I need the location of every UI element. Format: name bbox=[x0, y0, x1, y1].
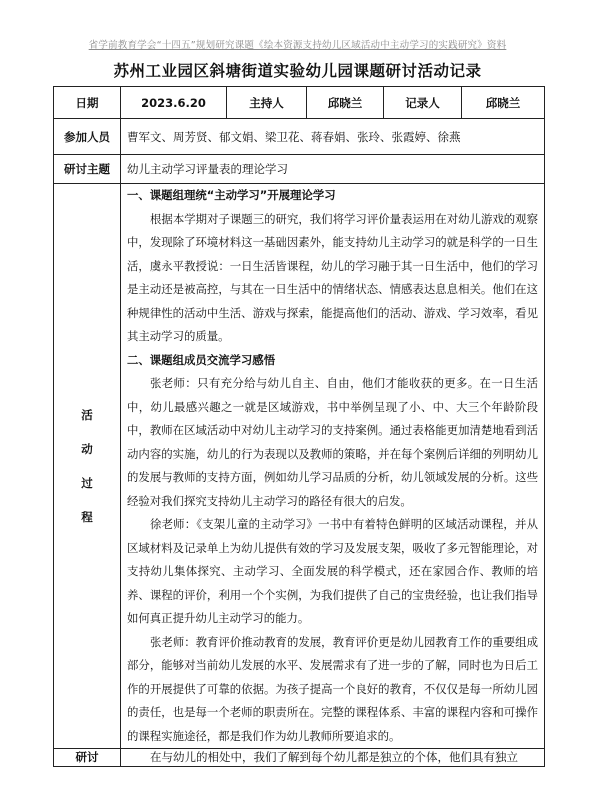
host-label: 主持人 bbox=[227, 87, 307, 119]
process-label bbox=[54, 184, 121, 749]
paragraph: 张老师：只有充分给与幼儿自主、自由，他们才能收获的更多。在一日生活中，幼儿最感兴趣之一就是区域游戏，书中举例呈现了小、中、大三个年龄阶段中，教师在区域活动中对幼儿主动学习的支持案例。通过表格能更加清楚地看到活动内容的实施，幼儿的行为表现以及教师的策略，并在每个案例后详细的列明幼儿的发展与教师的支持方面，例如幼儿学习品质的分析，幼儿领域发展的分析。这些经验对我们探究支持幼儿主动学习的路径有很大的启发。 bbox=[127, 376, 538, 508]
discussion-row bbox=[54, 749, 545, 767]
participants-value: 曹军文、周芳贤、郁文娟、梁卫花、蒋春娟、张玲、张霞婷、徐燕 bbox=[121, 119, 545, 155]
recorder-label: 记录人 bbox=[384, 87, 462, 119]
header-row bbox=[54, 87, 545, 119]
record-table bbox=[53, 86, 545, 767]
topic-label: 研讨主题 bbox=[54, 155, 121, 184]
process-label-text bbox=[54, 398, 120, 534]
section-title: 一、课题组理统“主动学习”开展理论学习 bbox=[127, 188, 336, 202]
participants-label: 参加人员 bbox=[54, 119, 121, 155]
date-value: 2023.6.20 bbox=[121, 87, 227, 119]
header-note: 省学前教育学会“十四五”规划研究课题《绘本资源支持幼儿区域活动中主动学习的实践研究》资料 bbox=[88, 40, 507, 51]
process-label-char: 过 bbox=[81, 476, 93, 490]
page-title: 苏州工业园区斜塘街道实验幼儿园课题研讨活动记录 bbox=[113, 62, 482, 80]
process-label-char: 动 bbox=[81, 442, 93, 456]
topic-value: 幼儿主动学习评量表的理论学习 bbox=[121, 155, 545, 184]
host-value: 邱晓兰 bbox=[307, 87, 384, 119]
participants-row bbox=[54, 119, 545, 155]
paragraph: 徐老师：《支架儿童的主动学习》一书中有着特色鲜明的区域活动课程，并从区域材料及记录单上为幼儿提供有效的学习及发展支架，吸收了多元智能理论，对支持幼儿集体探究、主动学习、全面发展的科学模式，还在家园合作、教师的培养、课程的评价，利用一个个实例，为我们提供了自己的宝贵经验，也让我们指导如何真正提升幼儿主动学习的能力。 bbox=[127, 517, 538, 625]
paragraph: 张老师：教育评价推动教育的发展，教育评价更是幼儿园教育工作的重要组成部分，能够对当前幼儿发展的水平、发展需求有了进一步的了解，同时也为日后工作的开展提供了可靠的依据。为孩子提高一个良好的教育，不仅仅是每一所幼儿园的责任，也是每一个老师的职责所在。完整的课程体系、丰富的课程内容和可操作的课程实施途径，都是我们作为幼儿教师所要追求的。 bbox=[127, 634, 538, 743]
topic-row bbox=[54, 155, 545, 184]
process-label-char: 活 bbox=[81, 408, 93, 422]
discussion-content: 在与幼儿的相处中，我们了解到每个幼儿都是独立的个体，他们具有独立 bbox=[121, 749, 545, 767]
paragraph: 根据本学期对子课题三的研究，我们将学习评价量表运用在对幼儿游戏的观察中，发现除了环境材料这一基础因素外，能支持幼儿主动学习的就是科学的一日生活，虞永平教授说：一日生活皆课程，幼儿的学习融于其一日生活中，他们的学习是主动还是被高控，与其在一日生活中的情绪状态、情感表达息息相关。他们在这种规律性的活动中生活、游戏与探索，能提高他们的活动、游戏、学习效率，看见其主动学习的质量。 bbox=[127, 211, 538, 343]
process-label-char: 程 bbox=[81, 510, 93, 524]
discussion-label: 研讨 bbox=[54, 749, 121, 767]
date-label: 日期 bbox=[54, 87, 121, 119]
section-title: 二、课题组成员交流学习感悟 bbox=[127, 352, 276, 367]
process-content bbox=[121, 184, 545, 749]
process-row bbox=[54, 184, 545, 749]
recorder-value: 邱晓兰 bbox=[462, 87, 545, 119]
